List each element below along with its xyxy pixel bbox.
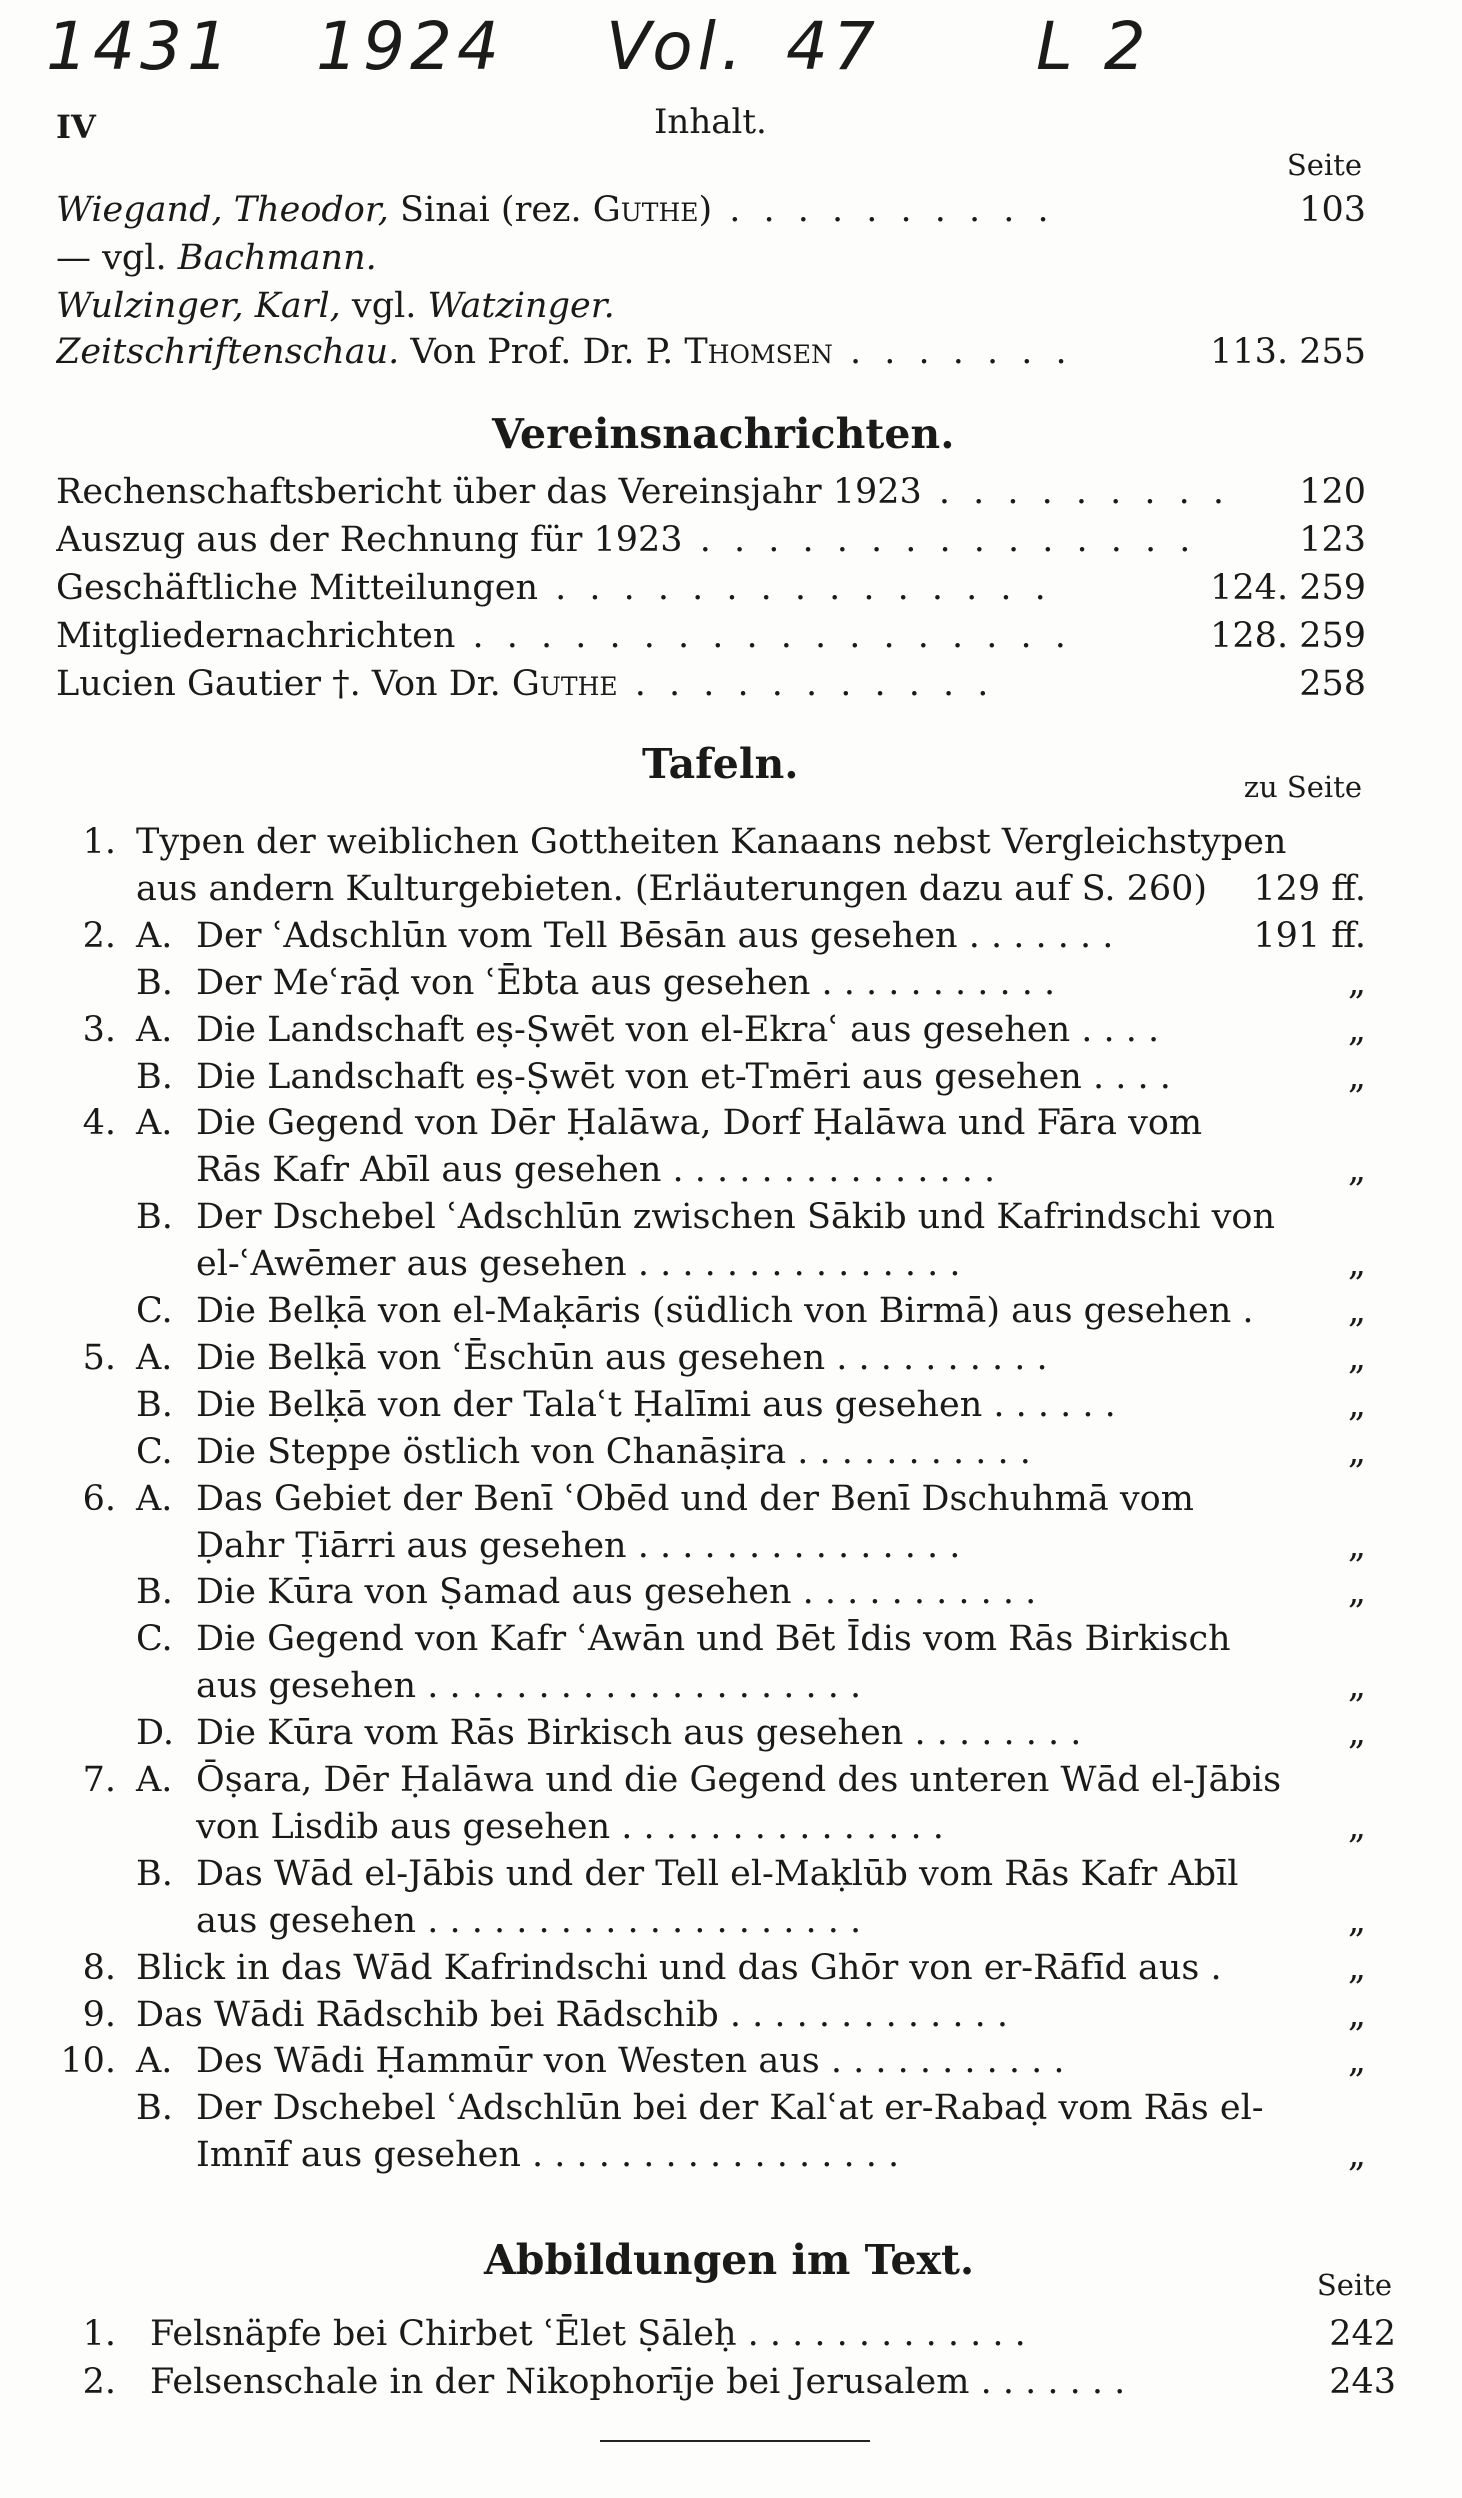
tafel-line — [56, 2039, 1366, 2083]
tafel-text: aus gesehen . . . . . . . . . . . . . . . . . . . . — [196, 1901, 862, 1941]
tafel-page: „ — [1347, 1291, 1366, 1331]
tafel-page: „ — [1347, 1150, 1366, 1190]
tafel-text: Die Landschaft eṣ-Ṣwēt von el-Ekraʿ aus gesehen . . . . — [196, 1010, 1160, 1050]
tafel-line — [56, 1852, 1366, 1896]
verein-entry: Auszug aus der Rechnung für 1923 . . . . . . . . . . . . . . . 123 — [56, 520, 1366, 560]
tafel-sub-letter: A. — [136, 1010, 173, 1050]
tafel-line — [56, 1289, 1366, 1333]
tafel-text: Die Kūra von Ṣamad aus gesehen . . . . . . . . . . . — [196, 1572, 1037, 1612]
tafel-text: Die Steppe östlich von Chanāṣira . . . . . . . . . . . — [196, 1432, 1031, 1472]
tafel-text: Das Wādi Rādschib bei Rādschib . . . . . . . . . . . . . — [136, 1995, 1009, 2035]
verein-entry: Geschäftliche Mitteilungen . . . . . . . . . . . . . . . 124. 259 — [56, 568, 1366, 608]
tafel-page: „ — [1347, 2135, 1366, 2175]
tafel-sub-letter: A. — [136, 1760, 173, 1800]
tafel-page: „ — [1347, 1666, 1366, 1706]
tafel-text: Der ʿAdschlūn vom Tell Bēsān aus gesehen . . . . . . . — [196, 916, 1114, 956]
tafel-line — [56, 1946, 1366, 1990]
tafel-page: 129 ff. — [1253, 869, 1366, 909]
tafel-text: Die Landschaft eṣ-Ṣwēt von et-Tmēri aus gesehen . . . . — [196, 1057, 1171, 1097]
tafel-sub-letter: B. — [136, 2088, 173, 2128]
tafel-number: 1. — [82, 822, 116, 862]
tafel-number: 8. — [82, 1948, 116, 1988]
tafel-sub-letter: A. — [136, 1479, 173, 1519]
tafel-sub-letter: C. — [136, 1291, 173, 1331]
author-entry: Zeitschriftenschau. Von Prof. Dr. P. Thomsen . . . . . . . 113. 255 — [56, 332, 1366, 372]
tafel-line — [56, 1477, 1366, 1521]
seite-label: Seite — [1286, 148, 1362, 182]
abb-entry: 2. Felsenschale in der Nikophorīje bei Jerusalem . . . . . . . 243 — [82, 2362, 1396, 2402]
tafel-line — [56, 1617, 1366, 1661]
tafel-line — [56, 1008, 1366, 1052]
verein-entry: Lucien Gautier †. Von Dr. Guthe . . . . . . . . . . . 258 — [56, 664, 1366, 704]
tafel-text: Die Gegend von Kafr ʿAwān und Bēt Īdis vom Rās Birkisch — [196, 1619, 1231, 1659]
tafel-page: „ — [1347, 1995, 1366, 2035]
tafel-line — [56, 1899, 1366, 1943]
tafel-line — [56, 867, 1366, 911]
tafel-line — [56, 914, 1366, 958]
tafel-text: Die Belḳā von ʿĒschūn aus gesehen . . . . . . . . . . — [196, 1338, 1048, 1378]
tafel-number: 5. — [82, 1338, 116, 1378]
tafel-sub-letter: A. — [136, 2041, 173, 2081]
tafel-line — [56, 1101, 1366, 1145]
tafel-text: aus andern Kulturgebieten. (Erläuterungen dazu auf S. 260) — [136, 869, 1208, 909]
tafel-text: Die Kūra vom Rās Birkisch aus gesehen . . . . . . . . — [196, 1713, 1082, 1753]
tafel-number: 3. — [82, 1010, 116, 1050]
hand-vol: Vol. — [606, 8, 747, 85]
tafel-line — [56, 2133, 1366, 2177]
section-heading-verein: Vereinsnachrichten. — [492, 410, 955, 458]
tafel-sub-letter: B. — [136, 1197, 173, 1237]
page-title: Inhalt. — [654, 102, 767, 142]
tafel-line — [56, 1430, 1366, 1474]
tafel-text: Der Dschebel ʿAdschlūn bei der Kalʿat er-Rabaḍ vom Rās el- — [196, 2088, 1264, 2128]
verein-entry: Rechenschaftsbericht über das Vereinsjahr 1923 . . . . . . . . . 120 — [56, 472, 1366, 512]
tafel-page: „ — [1347, 1010, 1366, 1050]
page-number-roman: IV — [56, 108, 96, 146]
tafel-sub-letter: A. — [136, 1338, 173, 1378]
tafel-text: Die Belḳā von el-Maḳāris (südlich von Birmā) aus gesehen . — [196, 1291, 1254, 1331]
closing-rule — [600, 2440, 870, 2442]
tafel-text: Die Belḳā von der Talaʿt Ḥalīmi aus gesehen . . . . . . — [196, 1385, 1116, 1425]
tafel-text: Der Meʿrāḍ von ʿĒbta aus gesehen . . . . . . . . . . . — [196, 963, 1056, 1003]
tafel-sub-letter: B. — [136, 963, 173, 1003]
tafel-line — [56, 1242, 1366, 1286]
tafel-page: „ — [1347, 1244, 1366, 1284]
tafel-line — [56, 1195, 1366, 1239]
hand-number: 1431 — [46, 8, 234, 85]
tafel-text: Blick in das Wād Kafrindschi und das Ghōr von er-Rāfīd aus . — [136, 1948, 1222, 1988]
tafel-page: „ — [1347, 2041, 1366, 2081]
verein-entry: Mitgliedernachrichten . . . . . . . . . . . . . . . . . . 128. 259 — [56, 616, 1366, 656]
tafel-sub-letter: B. — [136, 1385, 173, 1425]
author-entry: Wulzinger, Karl, vgl. Watzinger. — [56, 286, 615, 326]
tafel-page: „ — [1347, 1432, 1366, 1472]
tafel-text: Das Wād el-Jābis und der Tell el-Maḳlūb vom Rās Kafr Abīl — [196, 1854, 1239, 1894]
tafel-line — [56, 1758, 1366, 1802]
hand-year: 1924 — [316, 8, 504, 85]
section-heading-abb: Abbildungen im Text. — [484, 2236, 975, 2284]
tafel-text: Ōṣara, Dēr Ḥalāwa und die Gegend des unteren Wād el-Jābis — [196, 1760, 1282, 1800]
tafel-text: Der Dschebel ʿAdschlūn zwischen Sākib und Kafrindschi von — [196, 1197, 1276, 1237]
tafel-sub-letter: B. — [136, 1057, 173, 1097]
tafel-line — [56, 1055, 1366, 1099]
tafel-line — [56, 1711, 1366, 1755]
tafel-page: „ — [1347, 1338, 1366, 1378]
tafel-page: „ — [1347, 1385, 1366, 1425]
tafel-line — [56, 1524, 1366, 1568]
tafel-number: 10. — [60, 2041, 116, 2081]
abb-entry: 1. Felsnäpfe bei Chirbet ʿĒlet Ṣāleḥ . . . . . . . . . . . . . 242 — [82, 2314, 1396, 2354]
tafel-text: Typen der weiblichen Gottheiten Kanaans nebst Vergleichstypen — [136, 822, 1287, 862]
tafel-text: Rās Kafr Abīl aus gesehen . . . . . . . . . . . . . . . — [196, 1150, 996, 1190]
tafel-sub-letter: A. — [136, 1103, 173, 1143]
tafel-text: Ḍahr Ṭiārri aus gesehen . . . . . . . . . . . . . . . — [196, 1526, 961, 1566]
tafel-sub-letter: B. — [136, 1854, 173, 1894]
tafel-line — [56, 1664, 1366, 1708]
tafel-page: „ — [1347, 1948, 1366, 1988]
handwritten-note — [46, 8, 1206, 88]
tafel-sub-letter: C. — [136, 1432, 173, 1472]
tafel-sub-letter: B. — [136, 1572, 173, 1612]
zu-seite-label: zu Seite — [1243, 770, 1362, 804]
hand-code: L 2 — [1036, 8, 1151, 85]
tafel-page: „ — [1347, 963, 1366, 1003]
tafel-number: 4. — [82, 1103, 116, 1143]
hand-volnum: 47 — [786, 8, 880, 85]
tafel-number: 7. — [82, 1760, 116, 1800]
tafel-text: Des Wādi Ḥammūr von Westen aus . . . . . . . . . . . — [196, 2041, 1065, 2081]
section-heading-tafeln: Tafeln. — [642, 740, 799, 788]
tafel-line — [56, 1383, 1366, 1427]
tafel-line — [56, 2086, 1366, 2130]
tafel-text: el-ʿAwēmer aus gesehen . . . . . . . . . . . . . . . — [196, 1244, 961, 1284]
author-entry: Wiegand, Theodor, Sinai (rez. Guthe) . . . . . . . . . . 103 — [56, 190, 1366, 230]
tafel-number: 2. — [82, 916, 116, 956]
tafel-line — [56, 1570, 1366, 1614]
tafel-sub-letter: C. — [136, 1619, 173, 1659]
tafel-text: Das Gebiet der Benī ʿObēd und der Benī Dschuhmā vom — [196, 1479, 1194, 1519]
tafel-line — [56, 1148, 1366, 1192]
tafel-text: Die Gegend von Dēr Ḥalāwa, Dorf Ḥalāwa und Fāra vom — [196, 1103, 1203, 1143]
tafel-page: „ — [1347, 1572, 1366, 1612]
tafel-number: 9. — [82, 1995, 116, 2035]
tafel-page: „ — [1347, 1057, 1366, 1097]
tafel-page: 191 ff. — [1253, 916, 1366, 956]
tafel-text: von Lisdib aus gesehen . . . . . . . . . . . . . . . — [196, 1807, 944, 1847]
tafel-page: „ — [1347, 1901, 1366, 1941]
tafel-page: „ — [1347, 1713, 1366, 1753]
tafel-page: „ — [1347, 1526, 1366, 1566]
tafel-page: „ — [1347, 1807, 1366, 1847]
author-entry: — vgl. Bachmann. — [56, 238, 377, 278]
tafel-text: Imnīf aus gesehen . . . . . . . . . . . . . . . . . — [196, 2135, 900, 2175]
tafel-line — [56, 961, 1366, 1005]
tafel-sub-letter: A. — [136, 916, 173, 956]
tafel-text: aus gesehen . . . . . . . . . . . . . . . . . . . . — [196, 1666, 862, 1706]
tafel-line — [56, 820, 1366, 864]
tafel-line — [56, 1336, 1366, 1380]
abb-seite-label: Seite — [1316, 2268, 1392, 2302]
tafel-line — [56, 1805, 1366, 1849]
tafel-number: 6. — [82, 1479, 116, 1519]
tafel-line — [56, 1993, 1366, 2037]
tafel-sub-letter: D. — [136, 1713, 174, 1753]
